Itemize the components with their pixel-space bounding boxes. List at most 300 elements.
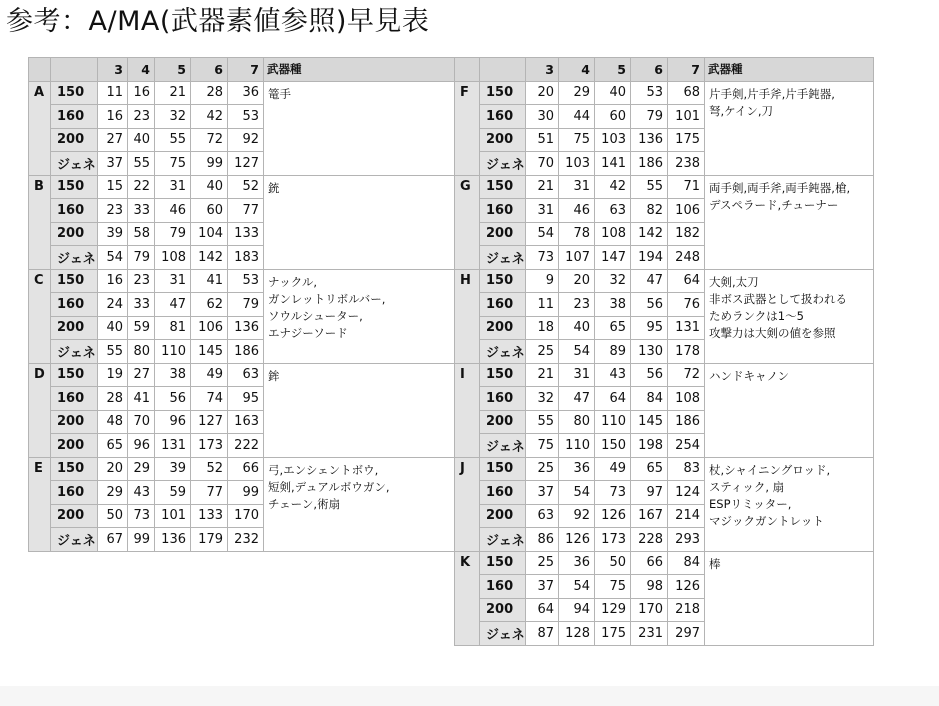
header-weapon-type: 武器種: [705, 58, 874, 82]
value-cell: 64: [595, 387, 631, 411]
header-grade-cell: [29, 58, 51, 82]
value-cell: 218: [668, 598, 705, 622]
value-cell: 127: [191, 410, 228, 434]
value-cell: 147: [595, 246, 631, 270]
value-cell: 79: [228, 293, 264, 317]
tier-label: 150: [480, 363, 526, 387]
value-cell: 55: [526, 410, 559, 434]
value-cell: 21: [526, 363, 559, 387]
header-level-3: 3: [526, 58, 559, 82]
value-cell: 40: [191, 175, 228, 199]
value-cell: 79: [155, 222, 191, 246]
page-title: 参考：A/MA(武器素値参照)早見表: [6, 6, 430, 37]
value-cell: 23: [128, 105, 155, 129]
weapon-type-line: ナックル,: [268, 274, 318, 289]
value-cell: 16: [98, 269, 128, 293]
value-cell: 54: [559, 575, 595, 599]
tier-label: ジェネ: [480, 340, 526, 364]
value-cell: 175: [595, 622, 631, 646]
tier-label: ジェネ: [480, 622, 526, 646]
tier-label: 150: [51, 457, 98, 481]
weapon-type-line: 攻撃力は大剣の値を参照: [709, 325, 836, 340]
value-cell: 214: [668, 504, 705, 528]
tier-label: 200: [51, 316, 98, 340]
value-cell: 186: [631, 152, 668, 176]
value-cell: 58: [128, 222, 155, 246]
grade-label: A: [29, 81, 51, 175]
value-cell: 55: [128, 152, 155, 176]
value-cell: 47: [559, 387, 595, 411]
value-cell: 25: [526, 457, 559, 481]
header-tier-cell: [51, 58, 98, 82]
tier-label: 200: [480, 504, 526, 528]
value-cell: 39: [98, 222, 128, 246]
weapon-type-line: 篭手: [268, 86, 291, 101]
header-level-5: 5: [595, 58, 631, 82]
tier-label: 160: [51, 293, 98, 317]
tier-label: 160: [51, 481, 98, 505]
value-cell: 106: [668, 199, 705, 223]
value-cell: 74: [191, 387, 228, 411]
value-cell: 15: [98, 175, 128, 199]
value-cell: 228: [631, 528, 668, 552]
grade-label: D: [29, 363, 51, 457]
weapon-types: [264, 269, 455, 363]
value-cell: 99: [191, 152, 228, 176]
weapon-type-line: 弩,ケイン,刀: [709, 103, 774, 118]
value-cell: 38: [155, 363, 191, 387]
value-cell: 53: [631, 81, 668, 105]
value-cell: 65: [98, 434, 128, 458]
value-cell: 232: [228, 528, 264, 552]
value-cell: 70: [128, 410, 155, 434]
value-cell: 39: [155, 457, 191, 481]
value-cell: 75: [595, 575, 631, 599]
value-cell: 40: [128, 128, 155, 152]
value-cell: 24: [98, 293, 128, 317]
value-cell: 99: [128, 528, 155, 552]
tier-label: ジェネ: [51, 340, 98, 364]
value-cell: 9: [526, 269, 559, 293]
tier-label: 200: [51, 410, 98, 434]
value-cell: 49: [595, 457, 631, 481]
value-cell: 75: [155, 152, 191, 176]
value-cell: 84: [631, 387, 668, 411]
value-cell: 47: [155, 293, 191, 317]
tier-label: 160: [480, 105, 526, 129]
value-cell: 33: [128, 293, 155, 317]
tier-label: 160: [480, 387, 526, 411]
value-cell: 55: [631, 175, 668, 199]
table-header: [29, 58, 455, 82]
value-cell: 64: [668, 269, 705, 293]
tier-label: 150: [480, 457, 526, 481]
header-tier-cell: [480, 58, 526, 82]
value-cell: 126: [668, 575, 705, 599]
tier-label: 200: [480, 128, 526, 152]
value-cell: 145: [631, 410, 668, 434]
tier-label: 160: [480, 293, 526, 317]
tier-label: ジェネ: [480, 152, 526, 176]
weapon-table-right: [454, 57, 874, 646]
value-cell: 31: [526, 199, 559, 223]
value-cell: 76: [668, 293, 705, 317]
weapon-type-line: デスペラード,チューナー: [709, 197, 839, 212]
value-cell: 92: [228, 128, 264, 152]
table-row: [455, 81, 874, 105]
value-cell: 59: [155, 481, 191, 505]
value-cell: 82: [631, 199, 668, 223]
value-cell: 56: [155, 387, 191, 411]
value-cell: 62: [191, 293, 228, 317]
value-cell: 18: [526, 316, 559, 340]
weapon-type-line: スティック, 扇: [709, 479, 785, 494]
tier-label: 200: [480, 222, 526, 246]
value-cell: 103: [559, 152, 595, 176]
tier-label: ジェネ: [480, 528, 526, 552]
tier-label: 160: [480, 481, 526, 505]
value-cell: 32: [595, 269, 631, 293]
weapon-types: [705, 363, 874, 457]
value-cell: 127: [228, 152, 264, 176]
value-cell: 96: [128, 434, 155, 458]
weapon-type-line: マジックガントレット: [709, 513, 824, 528]
value-cell: 65: [595, 316, 631, 340]
value-cell: 94: [559, 598, 595, 622]
value-cell: 126: [595, 504, 631, 528]
bottom-band: [0, 686, 939, 706]
weapon-type-line: ハンドキャノン: [709, 368, 790, 383]
value-cell: 23: [98, 199, 128, 223]
value-cell: 63: [595, 199, 631, 223]
value-cell: 104: [191, 222, 228, 246]
value-cell: 46: [155, 199, 191, 223]
value-cell: 103: [595, 128, 631, 152]
value-cell: 179: [191, 528, 228, 552]
value-cell: 63: [526, 504, 559, 528]
value-cell: 41: [191, 269, 228, 293]
weapon-types: [705, 551, 874, 645]
table-row: [29, 81, 455, 105]
weapon-types: [264, 457, 455, 551]
value-cell: 23: [559, 293, 595, 317]
value-cell: 16: [98, 105, 128, 129]
value-cell: 37: [526, 575, 559, 599]
grade-label: G: [455, 175, 480, 269]
value-cell: 16: [128, 81, 155, 105]
weapon-types: [705, 175, 874, 269]
value-cell: 170: [228, 504, 264, 528]
weapon-types: [705, 81, 874, 175]
value-cell: 40: [98, 316, 128, 340]
value-cell: 55: [98, 340, 128, 364]
value-cell: 95: [631, 316, 668, 340]
value-cell: 186: [228, 340, 264, 364]
weapon-type-line: 短剣,デュアルボウガン,: [268, 479, 390, 494]
value-cell: 52: [228, 175, 264, 199]
grade-label: I: [455, 363, 480, 457]
value-cell: 66: [228, 457, 264, 481]
value-cell: 73: [526, 246, 559, 270]
grade-label: F: [455, 81, 480, 175]
value-cell: 31: [559, 363, 595, 387]
value-cell: 73: [128, 504, 155, 528]
value-cell: 142: [191, 246, 228, 270]
header-grade-cell: [455, 58, 480, 82]
value-cell: 75: [526, 434, 559, 458]
value-cell: 110: [155, 340, 191, 364]
value-cell: 92: [559, 504, 595, 528]
value-cell: 126: [559, 528, 595, 552]
value-cell: 48: [98, 410, 128, 434]
value-cell: 83: [668, 457, 705, 481]
value-cell: 175: [668, 128, 705, 152]
value-cell: 108: [155, 246, 191, 270]
value-cell: 25: [526, 340, 559, 364]
header-weapon-type: 武器種: [264, 58, 455, 82]
header-level-6: 6: [191, 58, 228, 82]
value-cell: 42: [191, 105, 228, 129]
value-cell: 27: [128, 363, 155, 387]
value-cell: 131: [155, 434, 191, 458]
tier-label: 200: [51, 504, 98, 528]
value-cell: 222: [228, 434, 264, 458]
value-cell: 40: [559, 316, 595, 340]
weapon-type-line: 杖,シャイニングロッド,: [709, 462, 831, 477]
tier-label: 160: [480, 199, 526, 223]
tier-label: 200: [51, 128, 98, 152]
value-cell: 183: [228, 246, 264, 270]
value-cell: 182: [668, 222, 705, 246]
value-cell: 50: [595, 551, 631, 575]
value-cell: 66: [631, 551, 668, 575]
value-cell: 36: [559, 551, 595, 575]
value-cell: 53: [228, 269, 264, 293]
value-cell: 11: [526, 293, 559, 317]
weapon-type-line: エナジーソード: [268, 325, 348, 340]
value-cell: 42: [595, 175, 631, 199]
weapon-type-line: 銃: [268, 180, 280, 195]
value-cell: 54: [559, 481, 595, 505]
value-cell: 49: [191, 363, 228, 387]
tier-label: 200: [480, 316, 526, 340]
value-cell: 133: [191, 504, 228, 528]
value-cell: 38: [595, 293, 631, 317]
value-cell: 36: [559, 457, 595, 481]
grade-label: K: [455, 551, 480, 645]
value-cell: 36: [228, 81, 264, 105]
value-cell: 31: [155, 175, 191, 199]
value-cell: 173: [191, 434, 228, 458]
tier-label: ジェネ: [480, 246, 526, 270]
tier-label: 150: [480, 175, 526, 199]
header-level-4: 4: [559, 58, 595, 82]
tier-label: 160: [480, 575, 526, 599]
value-cell: 84: [668, 551, 705, 575]
value-cell: 52: [191, 457, 228, 481]
value-cell: 97: [631, 481, 668, 505]
tier-label: 200: [51, 222, 98, 246]
value-cell: 65: [631, 457, 668, 481]
value-cell: 60: [595, 105, 631, 129]
value-cell: 110: [595, 410, 631, 434]
header-level-4: 4: [128, 58, 155, 82]
header-level-3: 3: [98, 58, 128, 82]
value-cell: 142: [631, 222, 668, 246]
value-cell: 110: [559, 434, 595, 458]
value-cell: 101: [668, 105, 705, 129]
value-cell: 86: [526, 528, 559, 552]
value-cell: 30: [526, 105, 559, 129]
value-cell: 80: [128, 340, 155, 364]
tier-label: 150: [480, 81, 526, 105]
value-cell: 37: [526, 481, 559, 505]
value-cell: 77: [228, 199, 264, 223]
value-cell: 238: [668, 152, 705, 176]
value-cell: 29: [128, 457, 155, 481]
value-cell: 254: [668, 434, 705, 458]
value-cell: 28: [191, 81, 228, 105]
value-cell: 47: [631, 269, 668, 293]
value-cell: 95: [228, 387, 264, 411]
value-cell: 20: [526, 81, 559, 105]
value-cell: 163: [228, 410, 264, 434]
grade-label: J: [455, 457, 480, 551]
table-row: [455, 269, 874, 293]
tier-label: ジェネ: [51, 152, 98, 176]
value-cell: 79: [631, 105, 668, 129]
value-cell: 297: [668, 622, 705, 646]
value-cell: 23: [128, 269, 155, 293]
value-cell: 248: [668, 246, 705, 270]
tier-label: 150: [51, 175, 98, 199]
value-cell: 108: [595, 222, 631, 246]
value-cell: 29: [98, 481, 128, 505]
grade-label: H: [455, 269, 480, 363]
value-cell: 231: [631, 622, 668, 646]
table-row: [29, 269, 455, 293]
value-cell: 31: [559, 175, 595, 199]
grade-label: E: [29, 457, 51, 551]
value-cell: 198: [631, 434, 668, 458]
weapon-type-line: ESPリミッター,: [709, 496, 792, 511]
value-cell: 27: [98, 128, 128, 152]
value-cell: 64: [526, 598, 559, 622]
value-cell: 173: [595, 528, 631, 552]
weapon-type-line: 非ボス武器として扱われる: [709, 291, 847, 306]
tier-label: 160: [51, 105, 98, 129]
tier-label: 150: [51, 363, 98, 387]
value-cell: 178: [668, 340, 705, 364]
weapon-type-line: ためランクは1～5: [709, 308, 804, 323]
value-cell: 20: [559, 269, 595, 293]
header-level-5: 5: [155, 58, 191, 82]
value-cell: 46: [559, 199, 595, 223]
tier-label: ジェネ: [51, 246, 98, 270]
value-cell: 43: [128, 481, 155, 505]
weapon-type-line: チェーン,術扇: [268, 496, 341, 511]
value-cell: 41: [128, 387, 155, 411]
value-cell: 33: [128, 199, 155, 223]
header-row: [29, 58, 455, 82]
value-cell: 43: [595, 363, 631, 387]
value-cell: 98: [631, 575, 668, 599]
value-cell: 32: [155, 105, 191, 129]
value-cell: 128: [559, 622, 595, 646]
value-cell: 40: [595, 81, 631, 105]
weapon-types: [264, 363, 455, 457]
value-cell: 54: [559, 340, 595, 364]
table-row: [455, 457, 874, 481]
value-cell: 80: [559, 410, 595, 434]
table-header: [455, 58, 874, 82]
value-cell: 186: [668, 410, 705, 434]
value-cell: 70: [526, 152, 559, 176]
tier-label: 200: [51, 434, 98, 458]
value-cell: 129: [595, 598, 631, 622]
value-cell: 81: [155, 316, 191, 340]
value-cell: 136: [155, 528, 191, 552]
value-cell: 87: [526, 622, 559, 646]
table-row: [455, 551, 874, 575]
value-cell: 96: [155, 410, 191, 434]
weapon-type-line: 鉾: [268, 368, 280, 383]
value-cell: 20: [98, 457, 128, 481]
weapon-type-line: 弓,エンシェントボウ,: [268, 462, 379, 477]
table-row: [29, 457, 455, 481]
weapon-types: [705, 269, 874, 363]
value-cell: 101: [155, 504, 191, 528]
value-cell: 75: [559, 128, 595, 152]
value-cell: 54: [98, 246, 128, 270]
value-cell: 29: [559, 81, 595, 105]
value-cell: 22: [128, 175, 155, 199]
value-cell: 11: [98, 81, 128, 105]
table-row: [29, 363, 455, 387]
value-cell: 59: [128, 316, 155, 340]
value-cell: 130: [631, 340, 668, 364]
value-cell: 25: [526, 551, 559, 575]
value-cell: 44: [559, 105, 595, 129]
tier-label: 160: [51, 199, 98, 223]
tier-label: ジェネ: [51, 528, 98, 552]
value-cell: 67: [98, 528, 128, 552]
value-cell: 106: [191, 316, 228, 340]
value-cell: 68: [668, 81, 705, 105]
value-cell: 131: [668, 316, 705, 340]
weapon-type-line: ソウルシューター,: [268, 308, 363, 323]
value-cell: 136: [228, 316, 264, 340]
value-cell: 73: [595, 481, 631, 505]
value-cell: 145: [191, 340, 228, 364]
tier-label: 160: [51, 387, 98, 411]
value-cell: 51: [526, 128, 559, 152]
table-row: [455, 363, 874, 387]
value-cell: 63: [228, 363, 264, 387]
value-cell: 19: [98, 363, 128, 387]
weapon-type-line: 両手剣,両手斧,両手鈍器,槍,: [709, 180, 851, 195]
tier-label: ジェネ: [480, 434, 526, 458]
weapon-type-line: 棒: [709, 556, 721, 571]
tier-label: 200: [480, 598, 526, 622]
header-level-7: 7: [668, 58, 705, 82]
value-cell: 55: [155, 128, 191, 152]
value-cell: 72: [191, 128, 228, 152]
value-cell: 31: [155, 269, 191, 293]
value-cell: 124: [668, 481, 705, 505]
header-row: [455, 58, 874, 82]
value-cell: 21: [526, 175, 559, 199]
